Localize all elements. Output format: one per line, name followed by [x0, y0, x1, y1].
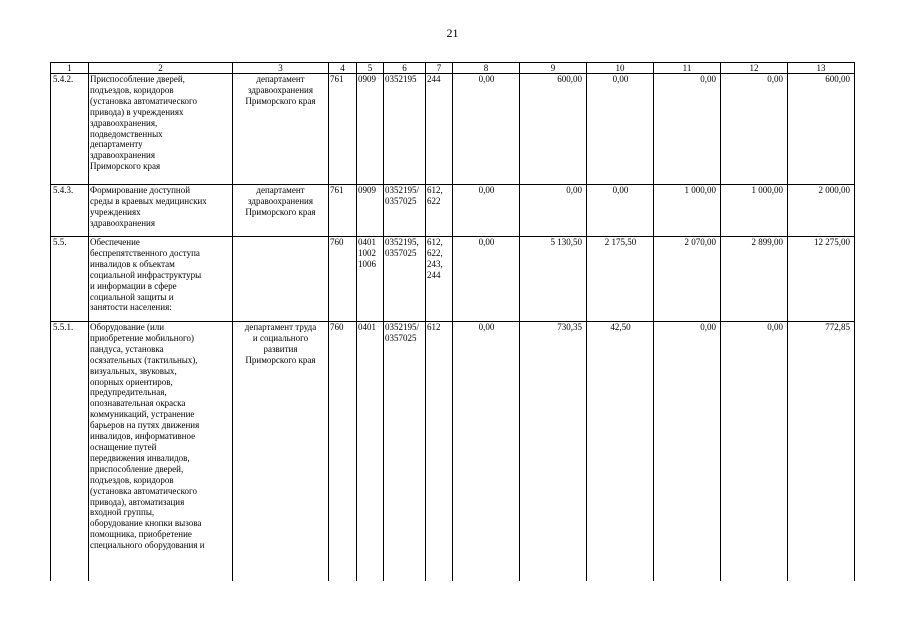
amount-col-8-cell: 0,00: [453, 237, 520, 322]
column-header: 9: [520, 63, 587, 74]
column-header: 1: [51, 63, 89, 74]
item-number-cell: 5.5.1.: [51, 322, 89, 582]
column-header: 2: [89, 63, 233, 74]
measure-name-line: оснащение путей: [90, 441, 157, 452]
code-grbs-cell: 761: [329, 74, 357, 185]
measure-name-line: занятости населения:: [90, 302, 172, 313]
amount-col-10-cell: 0,00: [587, 74, 654, 185]
column-header: 8: [453, 63, 520, 74]
code-target-cell: [384, 74, 426, 185]
measure-name-line: здравоохранения: [90, 150, 156, 161]
code-target-line: 0352195: [385, 74, 417, 84]
code-expense-type-line: 622: [427, 195, 441, 206]
measure-name-line: инвалидов, информативное: [90, 431, 196, 442]
measure-name-line: социальной защиты и: [90, 291, 174, 302]
measure-name-line: департаменту: [90, 139, 143, 150]
code-section-line: 0909: [358, 74, 376, 84]
executor-line: департамент: [256, 185, 305, 195]
code-target-cell: [384, 185, 426, 237]
code-section-line: 0401: [358, 322, 376, 332]
measure-name-cell: [89, 237, 233, 322]
code-expense-type-line: 622,: [427, 247, 443, 258]
amount-col-11-cell: 2 070,00: [654, 237, 721, 322]
amount-col-10-cell: 0,00: [587, 185, 654, 237]
executor-line: развития: [263, 343, 298, 354]
measure-name-line: осязательных (тактильных),: [90, 354, 198, 365]
column-header: 5: [357, 63, 384, 74]
code-target-cell: [384, 237, 426, 322]
measure-name-line: приобретение мобильного): [90, 332, 194, 343]
measure-name-line: предупредительная,: [90, 387, 167, 398]
item-number-cell: 5.4.3.: [51, 185, 89, 237]
column-header: 11: [654, 63, 721, 74]
executor-line: департамент: [256, 74, 305, 84]
measure-name-line: Оборудование (или: [90, 322, 165, 332]
page-number: 21: [446, 26, 459, 40]
column-header: 6: [384, 63, 426, 74]
column-number-row: [51, 63, 855, 74]
code-grbs-cell: 761: [329, 185, 357, 237]
amount-col-11-cell: 0,00: [654, 74, 721, 185]
column-header: 7: [426, 63, 453, 74]
amount-col-9-cell: 600,00: [520, 74, 587, 185]
code-section-cell: [357, 237, 384, 322]
code-expense-type-cell: [426, 322, 453, 582]
measure-name-line: Приморского края: [90, 161, 161, 172]
measure-name-line: помощника, приобретение: [90, 529, 192, 540]
code-section-cell: [357, 322, 384, 582]
amount-col-11-cell: 0,00: [654, 322, 721, 582]
executor-line: здравоохранения: [247, 195, 313, 206]
code-expense-type-cell: [426, 74, 453, 185]
code-target-line: 0357025: [385, 332, 417, 343]
code-target-cell: [384, 322, 426, 582]
column-header: 12: [721, 63, 788, 74]
code-expense-type-line: 244: [427, 269, 441, 280]
measure-name-line: беспрепятственного доступа: [90, 247, 200, 258]
column-header: 10: [587, 63, 654, 74]
measure-name-line: специального оборудования и: [90, 540, 205, 551]
amount-col-10-cell: 42,50: [587, 322, 654, 582]
amount-col-10-cell: 2 175,50: [587, 237, 654, 322]
amount-col-12-cell: 0,00: [721, 74, 788, 185]
measure-name-line: входной группы,: [90, 507, 155, 518]
code-target-line: 0357025: [385, 247, 417, 258]
executor-line: здравоохранения: [247, 84, 313, 95]
amount-col-9-cell: 5 130,50: [520, 237, 587, 322]
executor-line: Приморского края: [245, 95, 316, 106]
code-target-line: 0352195/: [385, 185, 420, 195]
amount-col-8-cell: 0,00: [453, 74, 520, 185]
item-number-cell: 5.5.: [51, 237, 89, 322]
amount-total-cell: 12 275,00: [788, 237, 855, 322]
column-header: 3: [233, 63, 329, 74]
code-expense-type-cell: [426, 185, 453, 237]
measure-name-line: пандуса, установка: [90, 343, 164, 354]
measure-name-line: социальной инфраструктуры: [90, 269, 202, 280]
code-section-line: 0909: [358, 185, 376, 195]
executor-cell: [233, 237, 329, 322]
measure-name-line: барьеров на путях движения: [90, 420, 200, 431]
amount-col-9-cell: 730,35: [520, 322, 587, 582]
item-number-cell: 5.4.2.: [51, 74, 89, 185]
amount-col-9-cell: 0,00: [520, 185, 587, 237]
code-expense-type-line: 612,: [427, 237, 443, 247]
measure-name-line: среды в краевых медицинских: [90, 195, 207, 206]
executor-line: департамент труда: [244, 322, 317, 332]
executor-line: Приморского края: [245, 354, 316, 365]
amount-col-11-cell: 1 000,00: [654, 185, 721, 237]
measure-name-line: подъездов, коридоров: [90, 474, 174, 485]
table-row: [51, 74, 855, 185]
measure-name-line: оборудование кнопки вызова: [90, 518, 202, 529]
table-row: [51, 185, 855, 237]
measure-name-line: Приспособление дверей,: [90, 74, 185, 84]
executor-line: Приморского края: [245, 206, 316, 217]
measure-name-line: инвалидов к объектам: [90, 258, 175, 269]
measure-name-line: привода) в учреждениях: [90, 106, 184, 117]
code-target-line: 0352195/: [385, 322, 420, 332]
amount-col-8-cell: 0,00: [453, 185, 520, 237]
executor-cell: [233, 322, 329, 582]
code-target-line: 0352195,: [385, 237, 419, 247]
code-section-line: 1002: [358, 247, 376, 258]
code-target-line: 0357025: [385, 195, 417, 206]
executor-cell: [233, 185, 329, 237]
measure-name-line: визуальных, звуковых,: [90, 365, 177, 376]
executor-cell: [233, 74, 329, 185]
measure-name-line: учреждениях: [90, 206, 141, 217]
measure-name-line: Обеспечение: [90, 237, 140, 247]
code-section-cell: [357, 185, 384, 237]
executor-line: и социального: [252, 332, 309, 343]
measure-name-line: здравоохранения: [90, 217, 156, 228]
amount-total-cell: 600,00: [788, 74, 855, 185]
column-header: 4: [329, 63, 357, 74]
code-grbs-cell: 760: [329, 322, 357, 582]
code-expense-type-line: 243,: [427, 258, 443, 269]
amount-col-12-cell: 0,00: [721, 322, 788, 582]
measure-name-line: коммуникаций, устранение: [90, 409, 195, 420]
measure-name-line: здравоохранения,: [90, 117, 158, 128]
column-header: 13: [788, 63, 855, 74]
measure-name-line: опорных ориентиров,: [90, 376, 173, 387]
measure-name-cell: [89, 322, 233, 582]
budget-table: [50, 62, 855, 581]
amount-total-cell: 772,85: [788, 322, 855, 582]
amount-col-12-cell: 2 899,00: [721, 237, 788, 322]
measure-name-line: привода), автоматизация: [90, 496, 185, 507]
table-row: [51, 322, 855, 582]
amount-col-8-cell: 0,00: [453, 322, 520, 582]
amount-total-cell: 2 000,00: [788, 185, 855, 237]
code-expense-type-line: 244: [427, 74, 441, 84]
measure-name-line: Формирование доступной: [90, 185, 191, 195]
code-expense-type-line: 612: [427, 322, 441, 332]
table-row: [51, 237, 855, 322]
measure-name-line: передвижения инвалидов,: [90, 452, 190, 463]
amount-col-12-cell: 1 000,00: [721, 185, 788, 237]
code-section-line: 1006: [358, 258, 376, 269]
measure-name-line: (установка автоматического: [90, 95, 198, 106]
measure-name-line: (установка автоматического: [90, 485, 198, 496]
measure-name-line: подъездов, коридоров: [90, 84, 174, 95]
measure-name-cell: [89, 185, 233, 237]
code-expense-type-cell: [426, 237, 453, 322]
measure-name-line: подведомственных: [90, 128, 163, 139]
code-expense-type-line: 612,: [427, 185, 443, 195]
code-section-line: 0401: [358, 237, 376, 247]
measure-name-line: приспособление дверей,: [90, 463, 184, 474]
code-grbs-cell: 760: [329, 237, 357, 322]
measure-name-cell: [89, 74, 233, 185]
code-section-cell: [357, 74, 384, 185]
measure-name-line: опознавательная окраска: [90, 398, 186, 409]
measure-name-line: и информации в сфере: [90, 280, 177, 291]
